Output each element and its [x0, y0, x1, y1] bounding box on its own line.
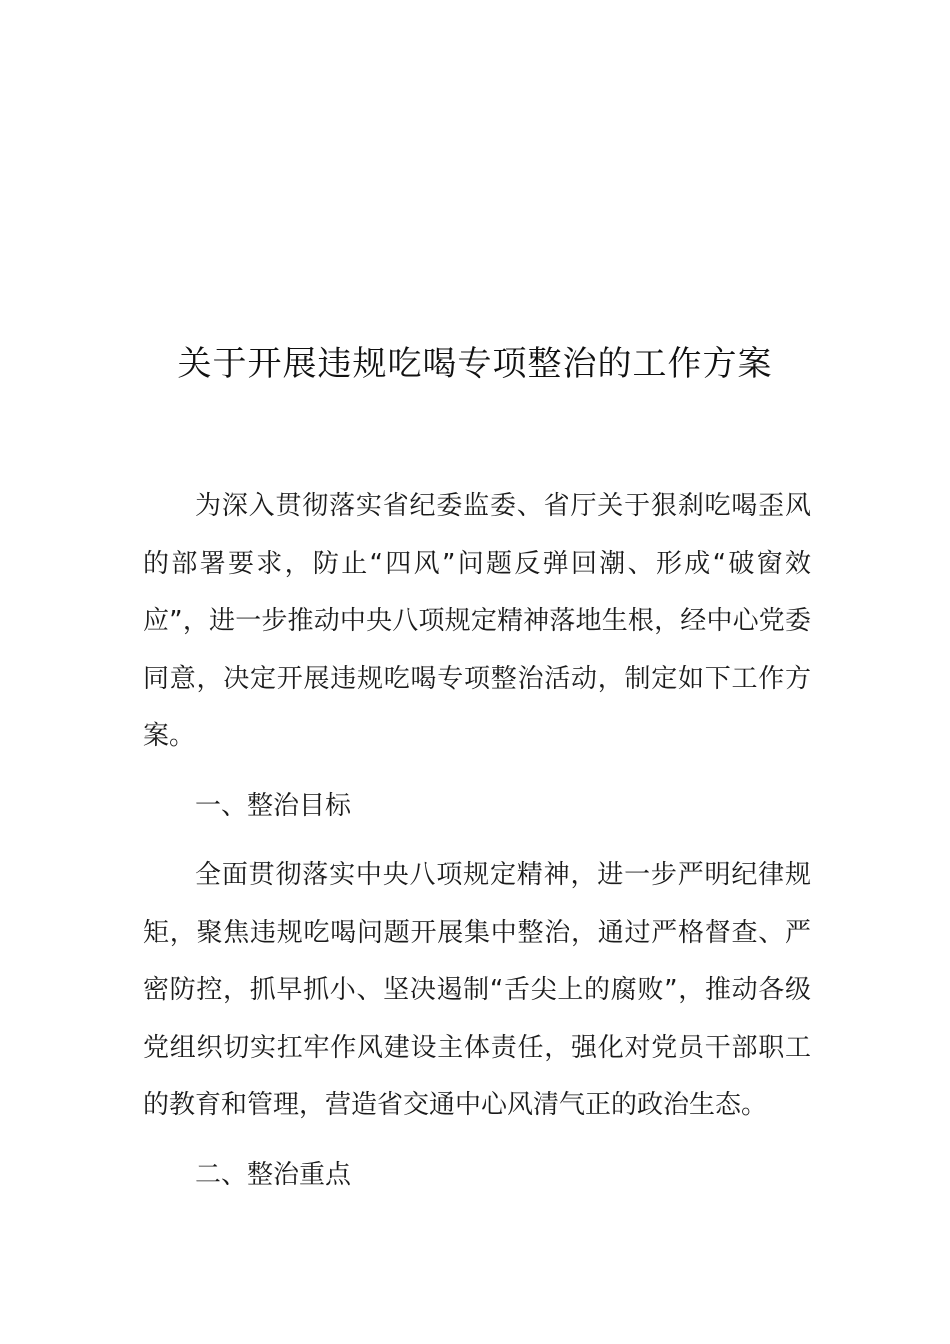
goals-paragraph: 全面贯彻落实中央八项规定精神，进一步严明纪律规矩，聚焦违规吃喝问题开展集中整治，通过严格督查、严密防控，抓早抓小、坚决遏制“舌尖上的腐败”，推动各级党组织切实扛牢作风建设主体责任，强化对党员干部职工的教育和管理，营造省交通中心风清气正的政治生态。 — [143, 860, 811, 1120]
document-title: 关于开展违规吃喝专项整治的工作方案 — [177, 344, 773, 384]
section-heading-goals: 一、整治目标 — [195, 791, 352, 821]
intro-paragraph: 为深入贯彻落实省纪委监委、省厅关于狠刹吃喝歪风的部署要求，防止“四风”问题反弹回潮、形成“破窗效应”，进一步推动中央八项规定精神落地生根，经中心党委同意，决定开展违规吃喝专项整治活动，制定如下工作方案。 — [143, 491, 811, 751]
section-heading-focus: 二、整治重点 — [195, 1160, 352, 1190]
